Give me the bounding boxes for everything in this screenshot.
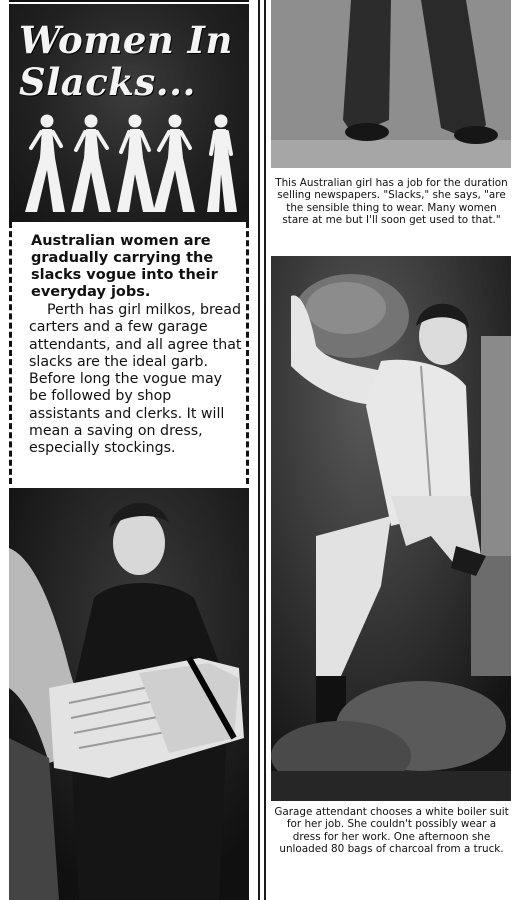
caption-newspaper-girl: This Australian girl has a job for the duration selling newspapers. "Slacks," she says, "are the sensible thing to wear. Many women stare at me but I'll soon get used to that." [275,177,508,227]
column-rule-right [264,0,266,900]
article-lede: Australian women are gradually carrying the slacks vogue into their everyday jobs. [31,233,218,300]
headline-banner [9,4,249,222]
top-rule [9,0,249,2]
photo-newspaper-seller [9,488,249,900]
photo-girl-in-slacks-legs [271,0,511,168]
walking-women-silhouettes [15,112,245,217]
headline-line-1: Women In [19,18,233,62]
photo-garage-attendant [271,256,511,801]
column-rule-left [258,0,260,900]
caption-garage-attendant: Garage attendant chooses a white boiler suit for her job. She couldn't possibly wear a dress for her work. One afternoon she unloaded 80 bags of charcoal from a truck. [274,806,509,856]
article-body: Perth has girl milkos, bread carters and a few garage attendants, and all agree that slacks are the ideal garb. Before long the vogue may be followed by shop assistants and clerks. It will mean a saving on dress, especially stockings. [29,302,242,457]
headline-line-2: Slacks... [19,60,196,104]
